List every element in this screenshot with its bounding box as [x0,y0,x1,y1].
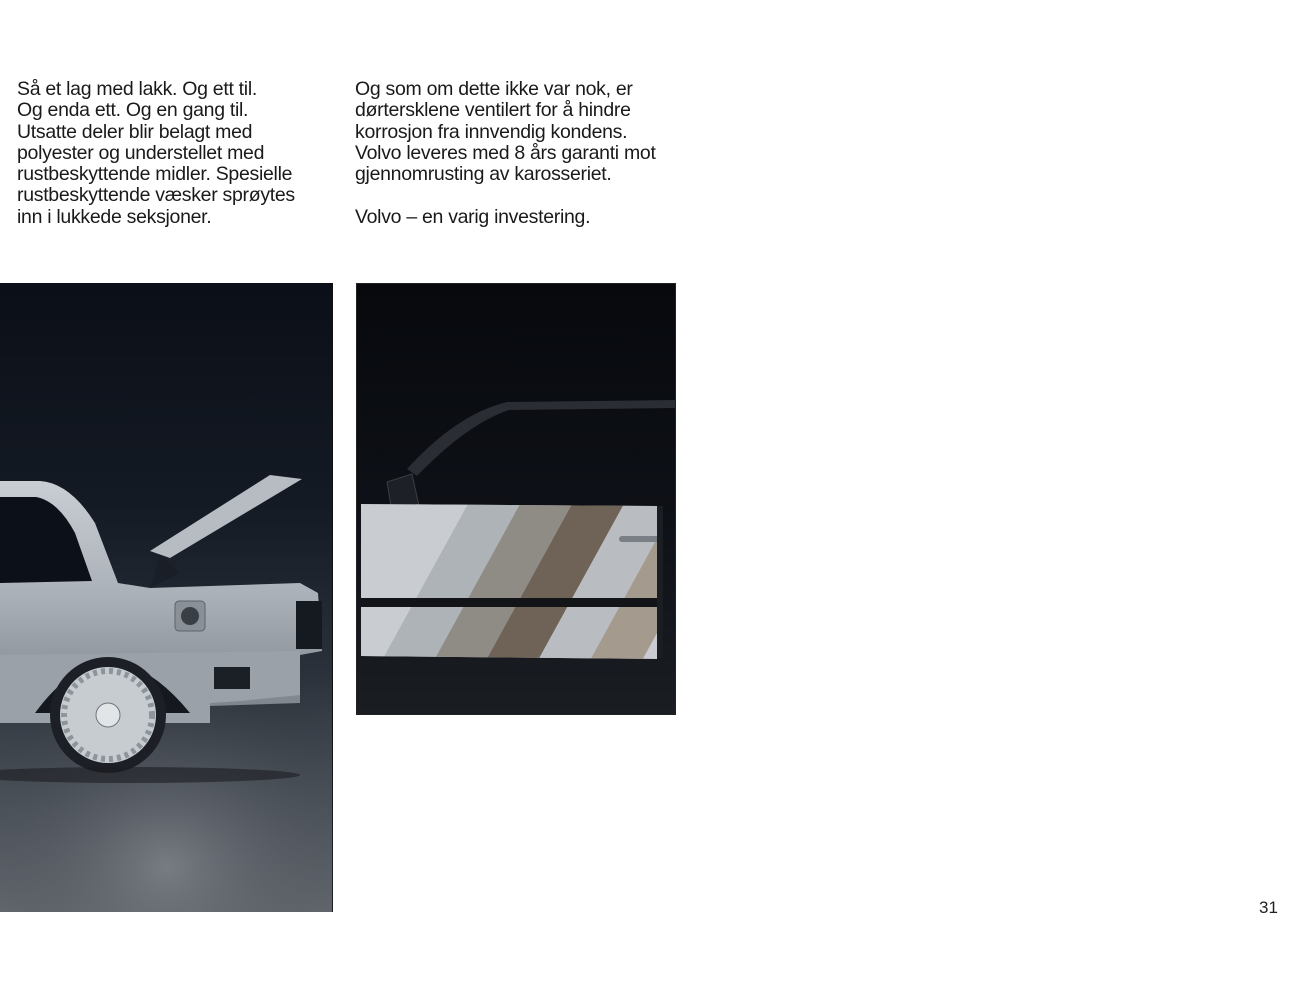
text-line: Volvo leveres med 8 års garanti mot [355,141,656,164]
text-line: Så et lag med lakk. Og ett til. [17,78,257,100]
text-line: Og som om dette ikke var nok, er [355,78,633,100]
text-line: Og enda ett. Og en gang til. [17,99,249,122]
text-line: Utsatte deler blir belagt med [17,120,253,143]
text-line: polyester og understellet med [17,141,265,164]
text-line: gjennomrusting av karosseriet. [355,163,612,186]
text-line: inn i lukkede seksjoner. [17,205,212,228]
closing-line: Volvo – en varig investering. [355,205,591,228]
car-rear-photo [0,283,333,912]
door-paint-layers-photo [357,284,675,714]
page-number: 31 [1259,898,1278,917]
right-text-column [355,79,656,228]
text-line: rustbeskyttende midler. Spesielle [17,163,293,186]
text-line: dørtersklene ventilert for å hindre [355,99,631,122]
left-text-column [17,79,295,228]
car-rear-illustration [0,283,333,912]
text-line: rustbeskyttende væsker sprøytes [17,184,295,207]
paragraph-gap [355,185,656,206]
door-illustration [357,284,675,714]
text-line: korrosjon fra innvendig kondens. [355,120,628,143]
